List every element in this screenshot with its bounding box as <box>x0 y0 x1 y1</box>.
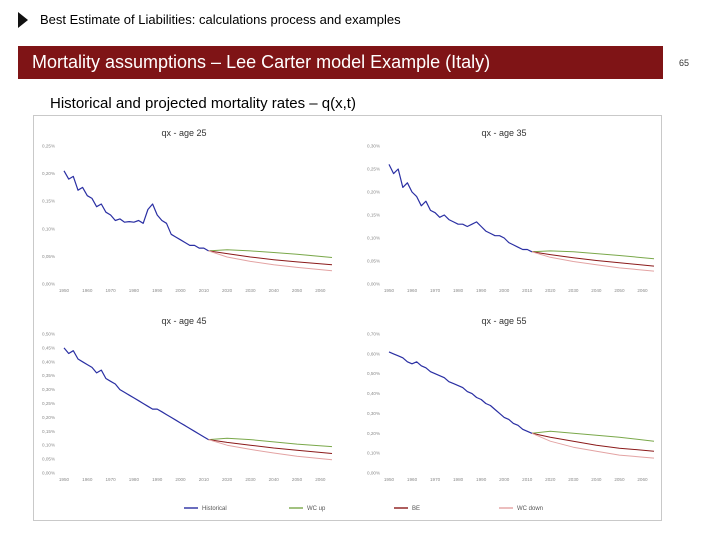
y-tick-label: 0,40% <box>367 391 381 397</box>
y-tick-label: 0,25% <box>42 143 56 149</box>
x-tick-label: 2020 <box>222 477 233 482</box>
x-tick-label: 2020 <box>545 288 556 293</box>
chart-panel-4 <box>367 316 654 482</box>
x-tick-label: 1950 <box>383 477 395 482</box>
x-tick-label: 2030 <box>568 288 579 293</box>
x-tick-label: 2030 <box>245 477 256 482</box>
legend-label: BE <box>412 506 421 512</box>
x-tick-label: 1950 <box>58 288 70 293</box>
x-tick-label: 1970 <box>429 477 441 482</box>
legend-label: Historical <box>202 506 227 512</box>
y-tick-label: 0,15% <box>367 212 381 218</box>
historical-line <box>64 171 209 251</box>
x-tick-label: 2000 <box>175 288 186 293</box>
x-tick-label: 1990 <box>476 477 487 482</box>
x-tick-label: 1990 <box>152 288 163 293</box>
x-tick-label: 2040 <box>268 288 279 293</box>
x-tick-label: 1980 <box>453 288 464 293</box>
y-tick-label: 0,40% <box>42 359 56 365</box>
x-tick-label: 1970 <box>105 288 116 293</box>
x-tick-label: 2010 <box>522 288 533 293</box>
page-number: 65 <box>679 58 690 68</box>
x-tick-label: 2020 <box>545 477 556 482</box>
y-tick-label: 0,30% <box>42 387 56 393</box>
x-tick-label: 2000 <box>499 477 510 482</box>
historical-line <box>389 164 532 251</box>
x-tick-label: 1980 <box>453 477 464 482</box>
y-tick-label: 0,05% <box>42 456 56 462</box>
mortality-charts-figure <box>33 115 662 521</box>
chart-subtitle: Historical and projected mortality rates – q(x,t) <box>50 95 356 112</box>
x-tick-label: 2030 <box>245 288 256 293</box>
y-tick-label: 0,45% <box>42 345 56 351</box>
x-tick-label: 2040 <box>268 477 279 482</box>
y-tick-label: 0,15% <box>42 198 56 204</box>
y-tick-label: 0,25% <box>42 401 56 406</box>
y-tick-label: 0,10% <box>367 450 381 456</box>
slide-title: Mortality assumptions – Lee Carter model Example (Italy) <box>32 52 491 72</box>
x-tick-label: 2050 <box>614 288 625 293</box>
x-tick-label: 1970 <box>105 477 116 482</box>
y-tick-label: 0,30% <box>367 410 381 416</box>
x-tick-label: 1990 <box>476 288 487 293</box>
x-tick-label: 2060 <box>315 288 326 293</box>
y-tick-label: 0,35% <box>42 373 56 379</box>
y-tick-label: 0,50% <box>42 331 56 337</box>
legend-label: WC down <box>517 506 544 512</box>
play-arrow-icon <box>18 12 28 28</box>
y-tick-label: 0,20% <box>42 414 56 420</box>
x-tick-label: 1950 <box>58 477 70 482</box>
y-tick-label: 0,20% <box>42 171 56 177</box>
y-tick-label: 0,10% <box>367 235 381 241</box>
y-tick-label: 0,05% <box>42 253 56 259</box>
x-tick-label: 1990 <box>152 477 163 482</box>
y-tick-label: 0,30% <box>367 143 381 149</box>
y-tick-label: 0,60% <box>367 351 381 357</box>
chart-panel-1 <box>42 128 332 293</box>
y-tick-label: 0,10% <box>42 442 56 448</box>
x-tick-label: 2060 <box>315 477 326 482</box>
slide-title-banner <box>18 46 663 79</box>
x-tick-label: 2050 <box>291 477 303 482</box>
be-line <box>532 433 654 451</box>
presentation-title: Best Estimate of Liabilities: calculations process and examples <box>40 12 401 27</box>
y-tick-label: 0,15% <box>42 428 56 434</box>
x-tick-label: 2010 <box>522 477 533 482</box>
y-tick-label: 0,20% <box>367 189 381 195</box>
x-tick-label: 2050 <box>614 477 625 482</box>
top-bar <box>0 0 720 44</box>
x-tick-label: 1960 <box>406 477 418 482</box>
x-tick-label: 2010 <box>198 288 209 293</box>
x-tick-label: 2020 <box>222 288 233 293</box>
be-line <box>209 251 333 265</box>
x-tick-label: 2000 <box>499 288 510 293</box>
x-tick-label: 1960 <box>82 477 93 482</box>
y-tick-label: 0,00% <box>42 281 56 287</box>
chart-legend <box>184 506 543 512</box>
y-tick-label: 0,00% <box>367 281 381 287</box>
y-tick-label: 0,25% <box>367 166 381 172</box>
charts-svg <box>34 116 661 520</box>
x-tick-label: 1960 <box>406 288 418 293</box>
x-tick-label: 2000 <box>175 477 186 482</box>
chart-panel-2 <box>367 128 654 293</box>
x-tick-label: 2060 <box>637 477 648 482</box>
x-tick-label: 2010 <box>198 477 209 482</box>
historical-line <box>64 348 209 440</box>
x-tick-label: 1970 <box>429 288 441 293</box>
y-tick-label: 0,10% <box>42 226 56 232</box>
y-tick-label: 0,00% <box>367 470 381 476</box>
legend-label: WC up <box>307 506 326 512</box>
panel-title: qx - age 45 <box>161 316 207 326</box>
y-tick-label: 0,00% <box>42 470 56 476</box>
x-tick-label: 1980 <box>128 477 140 482</box>
x-tick-label: 2030 <box>568 477 579 482</box>
wc-up-line <box>532 431 654 441</box>
y-tick-label: 0,50% <box>367 371 381 377</box>
y-tick-label: 0,05% <box>367 258 381 264</box>
x-tick-label: 2060 <box>637 288 648 293</box>
x-tick-label: 2050 <box>291 288 303 293</box>
x-tick-label: 2040 <box>591 477 602 482</box>
panel-title: qx - age 25 <box>161 128 207 138</box>
y-tick-label: 0,70% <box>367 331 381 337</box>
x-tick-label: 1980 <box>128 288 140 293</box>
x-tick-label: 1950 <box>383 288 395 293</box>
panel-title: qx - age 55 <box>481 316 527 326</box>
panel-title: qx - age 35 <box>481 128 527 138</box>
historical-line <box>389 352 532 433</box>
y-tick-label: 0,20% <box>367 430 381 436</box>
x-tick-label: 2040 <box>591 288 602 293</box>
x-tick-label: 1960 <box>82 288 93 293</box>
chart-panel-3 <box>42 316 332 482</box>
